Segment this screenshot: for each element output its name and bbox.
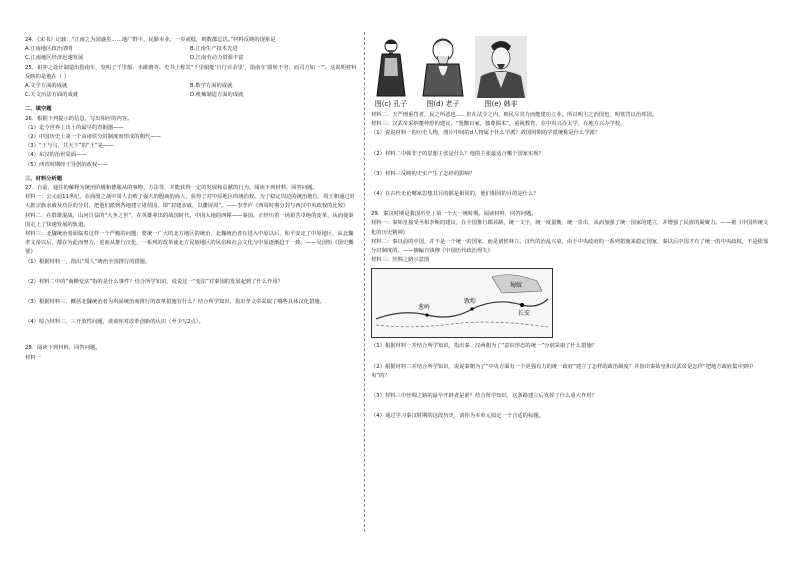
section-material-analysis: 三、材料分析题	[25, 175, 63, 182]
q24-options	[25, 45, 358, 63]
left-column	[25, 36, 358, 363]
q26-item-1: （1）迄今世界上出土的最早的青铜器——	[25, 124, 124, 131]
q24-option-d: D.江南劳动力资源丰富	[190, 55, 244, 62]
q27-material-3: 材料三：北魏统治者面临着这样一个严峻的问题：要统一广大的北方地区的统治，北魏统治者在进入中原以后，和平安定了中原地区，从北魏孝文帝以后，都在为此而努力，进而从推行汉化，一系列的改革使北方民族地区的风俗和社会文化与中原逐渐趋于一致。——吴国恒《国史概要》	[25, 231, 354, 256]
sea-route	[376, 323, 548, 328]
q27-sub-1: （1）根据材料一，指出“周人”统治全国推行的措施。	[25, 258, 151, 265]
portrait-row	[371, 36, 771, 109]
q26-item-4: （4）东汉的治世局面——	[25, 152, 87, 159]
q26-item-2: （2）中国历史上第一个由诸侯分封制度而形成的朝代——	[25, 134, 161, 141]
q29-material-1: 材料一：秦始皇接受丞相李斯的建议，在全国推行郡县制，统一文字，统一度量衡，统一货币，从而加强了统一国家的建立，并增强了民族的凝聚力。——据《中国传统文化的历史精神》	[371, 220, 769, 236]
right-column	[371, 36, 771, 421]
q29-sub-4: （4）通过学习秦汉时期的这段历史，请你为本单元拟定一个合适的标题。	[371, 413, 544, 420]
q27-material-1: 材料一：公元前11世纪，在商殷之战中周人击败了强大的殷商的商人，获得了对中原地区的统治权。为了稳定周边的统治地位，周王朝通过对大批宗族亲戚及功臣的分封，把他们派到各地建立诸侯国，即“封建亲戚，以藩屏周”。——李孝庐《西周时期分封与西汉中央政权的比较》	[25, 194, 355, 210]
hanfei-portrait-icon	[475, 36, 527, 98]
city-changan-dot	[520, 303, 524, 307]
portrait-confucius	[371, 36, 411, 109]
q28-material-2: 材料二：夫严刑重罚者，民之所恶也……但在法令之内，则民尽其力而能建功立业。所以明主之治国也，明赏罚以治邦国。	[371, 112, 658, 118]
city-dunhuang-dot	[470, 308, 473, 311]
q25-option-c: C.天文历法方面的成就	[25, 92, 79, 99]
q29-sub-2: （2）根据材料二并结合所学知识，说说秦朝为了“中央方面有一个更强有力的统一政府”建立了怎样的政治制度？并指出秦始皇和汉武帝是怎样“把地方政府集中到中央”的？	[371, 363, 754, 379]
q29-material-2: 材料二：秦以前的中国，并不是一个统一的国家，而是诸侯林立。汉代的治乱兴衰，由于中央政府的一系列措施来稳定国家，秦以后中国才有了统一的中央政权，不是依靠分封制度的。——摘编自钱穆《中国历代政治得失》	[371, 238, 769, 255]
q25-option-b: B.数学方面的成就	[190, 83, 233, 90]
q28-material-1: 材料一	[25, 354, 41, 361]
q27-sub-3: （3）根据材料三，概括北魏统治者为巩固统治而推行的改革措施有什么？结合所学知识，指出孝文帝采取了哪些具体汉化措施。	[25, 299, 325, 306]
q28-sub-4: （4）在古代无论哪家思想其目的都是相同的，他们相同的目的是什么？	[371, 191, 539, 198]
question-29: 29．秦汉时期是我国历史上第一个大一统时期。阅读材料，回答问题。	[371, 211, 537, 218]
map-label-changan: 长安	[518, 310, 531, 318]
silk-road-map-graphic	[372, 269, 552, 337]
caption-confucius: 图(c) 孔子	[374, 100, 408, 108]
q28-sub-2: （2）材料二中韩非子的思想主张是什么？他的主张最适合哪个国家实现？	[371, 150, 544, 157]
question-28: 28．阅读下列材料，回答问题。	[25, 345, 101, 352]
portrait-hanfei	[475, 36, 527, 109]
q27-sub-4: （4）综合材料二、三开放性问题，谈谈你对改革创新的认识（至少写2点）。	[25, 319, 204, 326]
pass-congling-dot	[425, 314, 428, 317]
map-label-dunhuang: 敦煌	[464, 298, 477, 306]
q28-sub-3: （3）材料三反映的史实产生了怎样的影响？	[371, 170, 476, 177]
caption-hanfei: 图(e) 韩非	[484, 100, 518, 108]
question-26: 26．根据下列提示的信息，写出相应的内容。	[25, 115, 133, 122]
map-label-xiongnu: 匈奴	[510, 282, 523, 290]
q28-material-3: 材料三：汉武帝采纳董仲舒的建议，“罢黜百家，独尊儒术”，重视教育，在中央兴办太学，在地方兴办学校。	[371, 121, 626, 128]
laozi-figure-icon	[421, 36, 465, 98]
q27-sub-2: （2）材料二中的“商鞅变法”指的是什么事件？结合所学知识，说说这一“变法”对秦国的发展起到了什么作用？	[25, 278, 284, 285]
question-24: 24．《宋书》记载：“江南之为国盛矣……地广野丰，民勤本业，一岁或稔，则数郡忘饥。”材料反映的现象是	[25, 37, 276, 43]
q24-option-a: A.江南地区政治清明	[25, 46, 73, 53]
section-fill-in: 二、填空题	[25, 106, 52, 113]
portrait-laozi	[421, 36, 465, 109]
q29-sub-1: （1）根据材料一并结合所学知识，指出秦、汉两朝为了“意识形态的统一”分别采取了什么措施？	[371, 343, 598, 350]
q27-material-2: 材料二：在群雄混战，山河日益的“大争之世”，在英雄辈出的战国时代。中国大地的西陲——秦国，正经历着一场艰苦卓绝的变革，从而使秦国走上了快速发展的轨道。	[25, 212, 354, 228]
q26-item-3: （3）“王与马，共天下”的“王”是——	[25, 143, 114, 150]
q26-item-5: （5）西晋时期经王导创的政权——	[25, 161, 108, 168]
q28-sub-1: （1）说说材料一的历史人物，图片中间的d人物属于什么学派？故国时期的学派统称是什么学派？	[371, 130, 601, 137]
map-label-congling: 葱岭	[418, 304, 431, 312]
q25-options	[25, 82, 358, 100]
confucius-figure-icon	[371, 36, 411, 98]
q25-option-d: D.机械制造方面的成就	[190, 92, 244, 99]
column-divider	[364, 32, 365, 532]
question-25: 25．祖冲之设计制造出指南车，发明了千里船、水碓磨等。史书上称其“千里船能‘日行百余里’，指南车‘圆转不穷，而司方如一’”。这说明材料反映的是他在（ ）	[25, 64, 357, 80]
q29-material-3: 材料三：丝绸之路示意图	[371, 257, 430, 264]
q24-option-c: C.江南地区经济迅速发展	[25, 55, 84, 62]
q25-option-a: A.文学方面的成就	[25, 83, 68, 90]
q24-option-b: B.江南生产技术先进	[190, 46, 238, 53]
caption-laozi: 图(d) 老子	[426, 100, 460, 108]
silk-road-map	[371, 268, 553, 338]
question-27: 27．自前，通往的解释为统治阶级和德服从的事物、方法等，并能获得一定的发展和贡献的行为。阅读下列材料，回答问题。	[25, 185, 318, 192]
q29-sub-3: （3）材料三中丝绸之路的最早开辟者是谁？结合所学知识，这条路建立后发挥了什么重大作用？	[371, 393, 597, 400]
